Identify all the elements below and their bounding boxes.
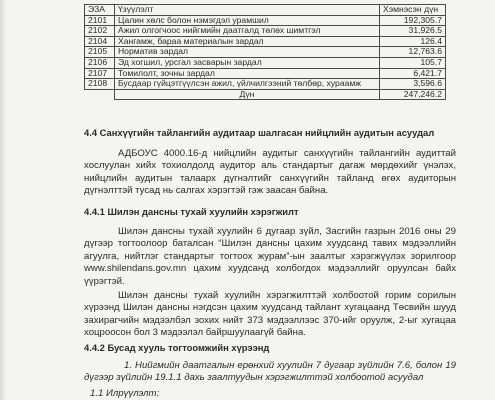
row-indicator: Ажил олгогчоос нийгмийн даатгалд төлөх шимтгэл: [114, 26, 379, 37]
row-indicator: Эд хогшил, урсгал засварын зардал: [114, 57, 379, 68]
table-row: [85, 68, 446, 79]
header-indicator: Үзүүлэлт: [114, 5, 379, 16]
section-4-4-2-item-1: [84, 360, 456, 385]
row-indicator: Хангамж, бараа материалын зардал: [114, 36, 379, 47]
row-indicator: Бусдаар гүйцэтгүүлсэн ажил, үйлчилгээний төлбөр, хураамж: [114, 79, 379, 90]
section-4-4-1-heading: 4.4.1 Шилэн дансны тухай хуулийн хэрэгжилт: [84, 206, 299, 217]
page-edge-shadow: [0, 0, 6, 400]
section-4-4-2-heading: 4.4.2 Бусад хууль тогтоомжийн хүрээнд: [84, 342, 270, 353]
row-code: 2104: [85, 36, 115, 47]
row-amount: 6,421.7: [380, 68, 446, 79]
section-4-4-text: АДБОУС 4000.16-д нийцлийн аудитыг санхүүгийн тайлангийн аудиттай хослуулан хийх тохиолдолд аудитор аль стандартыг дагаж мөрдөхийг үнэлэх, нийцлийн аудитын талаарх дүгнэлтийг санхүүгийн тайланд өгөх аудиторын дүгнэлттэй тусад нь салгах хэрэгтэй гэж заасан байна.: [84, 148, 456, 197]
savings-table: [84, 4, 446, 100]
row-code: 2101: [85, 15, 115, 26]
row-indicator: Цалин хөлс болон нэмэгдэл урамшил: [114, 15, 379, 26]
row-amount: 126.4: [380, 36, 446, 47]
row-code: 2107: [85, 68, 115, 79]
row-code: 2108: [85, 79, 115, 90]
section-4-4-1-paragraph-2: [84, 290, 456, 340]
header-code: ЭЗА: [85, 5, 115, 16]
row-amount: 192,305.7: [380, 15, 446, 26]
row-code: 2106: [85, 57, 115, 68]
row-code: 2105: [85, 47, 115, 58]
row-indicator: Томилолт, зочны зардал: [114, 68, 379, 79]
row-amount: 12,763.6: [380, 47, 446, 58]
section-4-4-paragraph: [84, 148, 456, 198]
row-amount: 3,596.6: [380, 79, 446, 90]
table-row: [85, 79, 446, 90]
table-header-row: [85, 5, 446, 16]
section-4-4-1-paragraph-1: [84, 226, 456, 288]
table-row: [85, 26, 446, 37]
total-code-cell: [85, 89, 115, 100]
section-4-4-2-item-1-1: 1.1 Илрүүлэлт:: [90, 388, 160, 399]
row-amount: 105.7: [380, 57, 446, 68]
row-amount: 31,926.5: [380, 26, 446, 37]
table-total-row: [85, 89, 446, 100]
section-4-4-1-text-1: Шилэн дансны тухай хуулийн 6 дугаар зүйл, Засгийн газрын 2016 оны 29 дүгээр тогтоолоор баталсан “Шилэн дансны цахим хуудсанд тавих мэдээллийн агуулга, нийтлэг стандартыг тогтоох журам”-ын заалтыг хэрэгжүүлэх зорилгоор www.shilendans.gov.mn цахим хуудсанд холбогдох мэдээллийг оруулсан байх үүрэгтэй.: [84, 226, 456, 287]
table-body: [85, 15, 446, 89]
total-label: Дүн: [114, 89, 379, 100]
total-amount: 247,246.2: [380, 89, 446, 100]
section-4-4-heading: 4.4 Санхүүгийн тайлангийн аудитаар шалгасан нийцлийн аудитын асуудал: [84, 127, 435, 138]
table-row: [85, 47, 446, 58]
section-4-4-1-text-2: Шилэн дансны тухай хуулийн хэрэгжилттэй холбоотой горим сорилын хүрээнд Шилэн дансны нэгдсэн цахим хуудсанд тайлант хугацаанд Төсвийн шууд захирагчийн мэдээлбэл зохих нийт 373 мэдээллээс 370-ийг оруулж, 2-ыг хугацаа хоцроосон бол 3 мэдээлэл байршуулаагүй байна.: [84, 290, 456, 339]
row-code: 2102: [85, 26, 115, 37]
header-amount: Хэмнэсэн дүн: [380, 5, 446, 16]
section-4-4-2-item-1-text: 1. Нийгмийн даатгалын ерөнхий хуулийн 7 дугаар зүйлийн 7.6, болон 19 дүгээр зүйлийн 19.1.1 дахь заалтуудын хэрэгжилттэй холбоотой асуудал: [84, 360, 456, 384]
row-indicator: Норматив зардал: [114, 47, 379, 58]
table-row: [85, 36, 446, 47]
table-row: [85, 15, 446, 26]
table-row: [85, 57, 446, 68]
